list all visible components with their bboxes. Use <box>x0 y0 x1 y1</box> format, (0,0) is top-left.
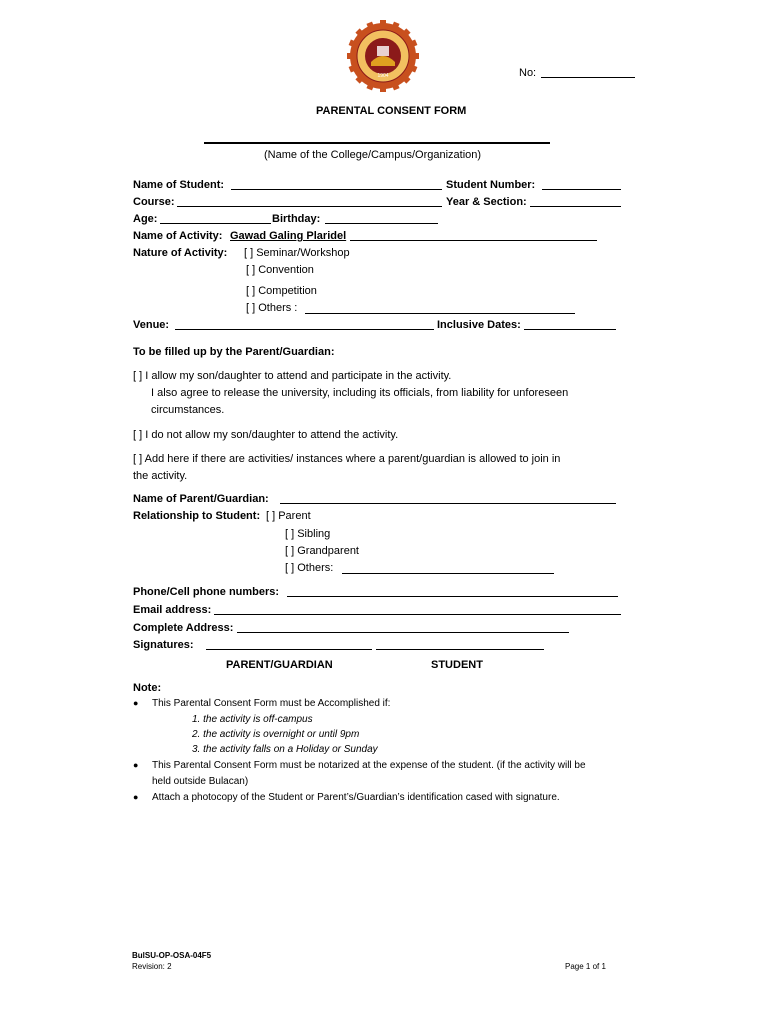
student-name-field[interactable] <box>231 178 442 190</box>
note-bullet-2: This Parental Consent Form must be notarized at the expense of the student. (if the activity will be <box>152 760 586 771</box>
nature-others-field[interactable] <box>305 302 575 314</box>
course-field[interactable] <box>177 195 442 207</box>
add-activities-option[interactable]: [ ] Add here if there are activities/ instances where a parent/guardian is allowed to join in <box>133 453 561 465</box>
student-number-label: Student Number: <box>446 179 536 191</box>
course-label: Course: <box>133 196 175 208</box>
university-seal-icon <box>347 20 419 92</box>
page-number: Page 1 of 1 <box>565 962 606 971</box>
bullet-icon: ● <box>133 760 139 770</box>
guardian-name-label: Name of Parent/Guardian: <box>133 493 269 505</box>
nature-option-competition[interactable]: [ ] Competition <box>246 285 317 297</box>
nature-option-convention[interactable]: [ ] Convention <box>246 264 314 276</box>
svg-text:1904: 1904 <box>377 73 389 79</box>
bullet-icon: ● <box>133 792 139 802</box>
relationship-others-field[interactable] <box>342 562 554 574</box>
nature-option-seminar[interactable]: [ ] Seminar/Workshop <box>244 247 350 259</box>
student-signature-caption: STUDENT <box>431 659 483 671</box>
guardian-section-title: To be filled up by the Parent/Guardian: <box>133 346 335 358</box>
activity-name-label: Name of Activity: <box>133 230 223 242</box>
note-bullet-3: Attach a photocopy of the Student or Parent’s/Guardian’s identification cased with signature. <box>152 792 560 803</box>
inclusive-dates-label: Inclusive Dates: <box>437 319 521 331</box>
relationship-option-sibling[interactable]: [ ] Sibling <box>285 528 331 540</box>
birthday-field[interactable] <box>325 212 438 224</box>
revision-label: Revision: 2 <box>132 962 172 971</box>
form-number-field[interactable] <box>541 66 635 78</box>
note-sub-1: 1. the activity is off-campus <box>192 714 313 725</box>
student-signature-field[interactable] <box>376 638 544 650</box>
venue-label: Venue: <box>133 319 170 331</box>
email-label: Email address: <box>133 604 212 616</box>
student-number-field[interactable] <box>542 178 621 190</box>
address-field[interactable] <box>237 621 569 633</box>
activity-name-value: Gawad Galing Plaridel <box>230 230 347 242</box>
nature-label: Nature of Activity: <box>133 247 228 259</box>
form-title: PARENTAL CONSENT FORM <box>316 105 467 117</box>
parent-signature-field[interactable] <box>206 638 372 650</box>
phone-field[interactable] <box>287 585 618 597</box>
relationship-option-grandparent[interactable]: [ ] Grandparent <box>285 545 359 557</box>
year-section-field[interactable] <box>530 195 621 207</box>
note-sub-2: 2. the activity is overnight or until 9pm <box>192 729 360 740</box>
inclusive-dates-field[interactable] <box>524 318 616 330</box>
document-code: BulSU-OP-OSA-04F5 <box>132 951 212 960</box>
allow-release-text-cont: circumstances. <box>151 404 225 416</box>
venue-field[interactable] <box>175 318 434 330</box>
note-bullet-1: This Parental Consent Form must be Accomplished if: <box>152 698 391 709</box>
relationship-option-parent[interactable]: [ ] Parent <box>266 510 311 522</box>
birthday-label: Birthday: <box>272 213 321 225</box>
nature-option-others[interactable]: [ ] Others : <box>246 302 298 314</box>
email-field[interactable] <box>214 603 621 615</box>
age-label: Age: <box>133 213 158 225</box>
student-name-label: Name of Student: <box>133 179 225 191</box>
allow-release-text: I also agree to release the university, including its officials, from liability for unforeseen <box>151 387 569 399</box>
parent-signature-caption: PARENT/GUARDIAN <box>226 659 333 671</box>
note-bullet-2-cont: held outside Bulacan) <box>152 776 249 787</box>
disallow-option[interactable]: [ ] I do not allow my son/daughter to attend the activity. <box>133 429 399 441</box>
relationship-label: Relationship to Student: <box>133 510 261 522</box>
form-number-label: No: <box>519 67 537 79</box>
activity-name-field[interactable] <box>350 229 597 241</box>
note-sub-3: 3. the activity falls on a Holiday or Sunday <box>192 744 378 755</box>
year-section-label: Year & Section: <box>446 196 527 208</box>
add-activities-text-cont: the activity. <box>133 470 188 482</box>
phone-label: Phone/Cell phone numbers: <box>133 586 280 598</box>
allow-option[interactable]: [ ] I allow my son/daughter to attend and participate in the activity. <box>133 370 452 382</box>
address-label: Complete Address: <box>133 622 234 634</box>
college-caption: (Name of the College/Campus/Organization) <box>264 149 482 161</box>
college-name-field[interactable] <box>204 131 550 144</box>
guardian-name-field[interactable] <box>280 492 616 504</box>
age-field[interactable] <box>160 212 271 224</box>
relationship-option-others[interactable]: [ ] Others: <box>285 562 334 574</box>
bullet-icon: ● <box>133 698 139 708</box>
note-title: Note: <box>133 682 162 694</box>
signatures-label: Signatures: <box>133 639 194 651</box>
